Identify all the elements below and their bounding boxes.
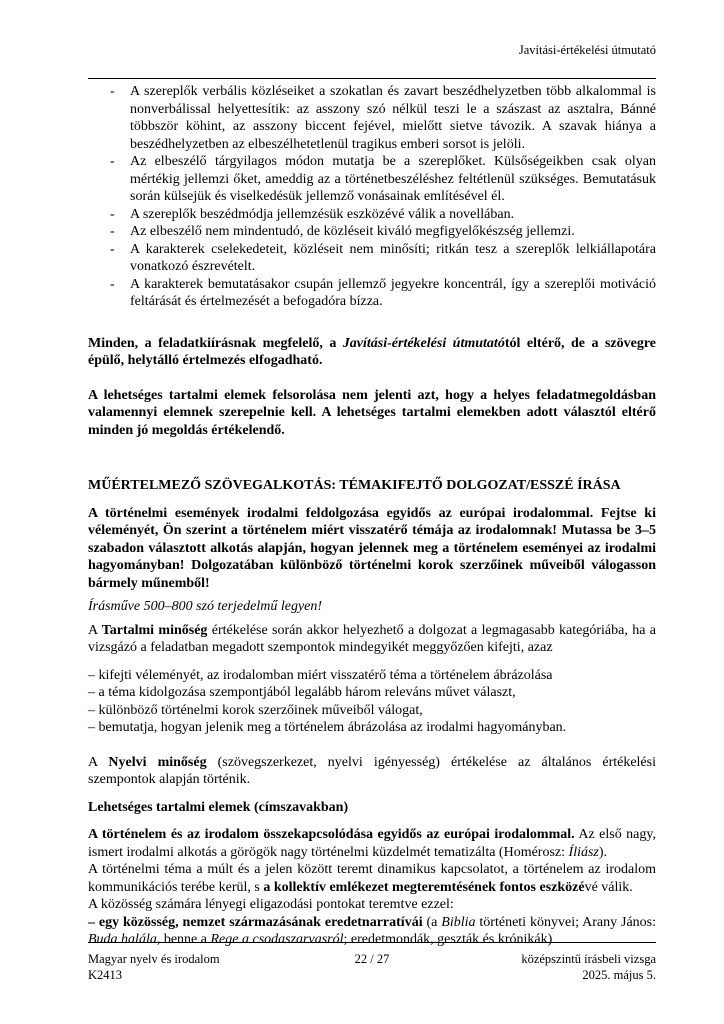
list-item: - Az elbeszélő tárgyilagos módon mutatja be a szereplőket. Külsőségeikben csak olyan mértékig jellemzi őket, ameddig az a történetbeszéléshez feltétlenül szükséges. Bemutatásuk során külsejük és viselkedésük jellemző vonásainak említésével él. [110, 154, 656, 204]
body-paragraph: A történelem és az irodalom összekapcsolódása egyidős az európai irodalommal. Az első nagy, ismert irodalmi alkotás a görögök nagy történelmi küzdelmét tematizálta (Homérosz: Íliász). [88, 827, 656, 860]
list-item: - A karakterek bemutatásakor csupán jellemző jegyekre koncentrál, így a szereplői motiváció feltárását és értelmezését a befogadóra bízza. [110, 276, 656, 309]
content [88, 83, 656, 949]
content-quality-intro: A Tartalmi minőség értékelése során akkor helyezhető a dolgozat a legmagasabb kategóriába, ha a vizsgázó a feladatban megadott szempontok mindegyikét meggyőzően kifejti, azaz [88, 622, 656, 655]
language-quality: A Nyelvi minőség (szövegszerkezet, nyelvi igényesség) értékelése az általános értékelési szempontok alapján történik. [88, 754, 656, 787]
bullet-list [88, 83, 656, 311]
section-title: MŰÉRTELMEZŐ SZÖVEGALKOTÁS: TÉMAKIFEJTŐ DOLGOZAT/ESSZÉ ÍRÁSA [88, 478, 621, 493]
elements-note: A lehetséges tartalmi elemek felsorolása nem jelenti azt, hogy a helyes feladatmegoldásban valamennyi elemnek szerepelnie kell. A lehetséges tartalmi elemekben adott választól eltérő minden jó megoldás értékelendő. [88, 387, 656, 438]
header-title: Javítási-értékelési útmutató [518, 43, 656, 57]
footer-exam-level: középszintű írásbeli vizsga [521, 952, 656, 966]
body-paragraph: A közösség számára lényegi eligazodási pontokat teremtve ezzel: [88, 897, 454, 912]
body-paragraph: A történelmi téma a múlt és a jelen között teremt dinamikus kapcsolatot, a történelem az irodalom kommunikációs terébe kerül, s a kollektív emlékezet megteremtésének fontos eszközévé válik. [88, 862, 656, 895]
list-item: - Az elbeszélő nem mindentudó, de közléseit kiváló megfigyelőkészség jellemzi. [110, 224, 575, 239]
footer-code: K2413 [88, 968, 123, 982]
possible-elements-title: Lehetséges tartalmi elemek (címszavakban) [88, 799, 349, 815]
word-count-note: Írásműve 500–800 szó terjedelmű legyen! [88, 599, 323, 614]
task-text: A történelmi események irodalmi feldolgozása egyidős az európai irodalommal. Fejtse ki véleményét, Ön szerint a történelem miért visszatérő témája az irodalomnak! Mutassa be 3–5 szabadon választott alkotás alapján, hogyan jelennek meg a történelem eseményei az irodalmi hagyományban! Dolgozatában különböző történelmi korok szerzőinek műveiből válogasson bármely műnemből! [88, 505, 656, 591]
body-paragraph: – egy közösség, nemzet származásának eredetnarratívái (a Biblia történeti könyvei; Arany János: Buda halála, benne a Rege a csodaszarvasról; eredetmondák, geszták és krónikák) [88, 914, 656, 947]
list-item: - A karakterek cselekedeteit, közléseit nem minősíti; ritkán tesz a szereplők lelkiállapotára vonatkozó észrevételt. [110, 241, 656, 274]
criteria-item: – bemutatja, hogyan jelenik meg a történelem ábrázolása az irodalmi hagyományban. [88, 720, 567, 735]
footer-rule [88, 942, 656, 943]
footer-date: 2025. május 5. [582, 968, 656, 982]
criteria-item: – különböző történelmi korok szerzőinek műveiből válogat, [88, 702, 423, 718]
header-rule [88, 78, 656, 79]
page-number: 22 / 27 [354, 952, 390, 966]
footer-subject: Magyar nyelv és irodalom [88, 952, 220, 966]
list-item: - A szereplők verbális közléseiket a szokatlan és zavart beszédhelyzetben több alkalommal is nonverbálissal helyettesítik: az asszony szó nélkül teszi le a szászast az asztalra, Bánné többször köhint, az asszony biccent fejével, mielőtt sietve távozik. A szavak hiánya a beszédhelyzetben az elbeszélhetetlenül tragikus emberi sorsot is jelöli. [110, 84, 656, 152]
list-item: - A szereplők beszédmódja jellemzésük eszközévé válik a novellában. [110, 206, 515, 222]
acceptance-note: Minden, a feladatkiírásnak megfelelő, a Javítási-értékelési útmutatótól eltérő, de a szövegre épülő, helytálló értelmezés elfogadható. [88, 335, 657, 368]
criteria-item: – a téma kidolgozása szempontjából legalább három releváns művet választ, [88, 685, 516, 700]
criteria-item: – kifejti véleményét, az irodalomban miért visszatérő téma a történelem ábrázolása [88, 667, 553, 683]
